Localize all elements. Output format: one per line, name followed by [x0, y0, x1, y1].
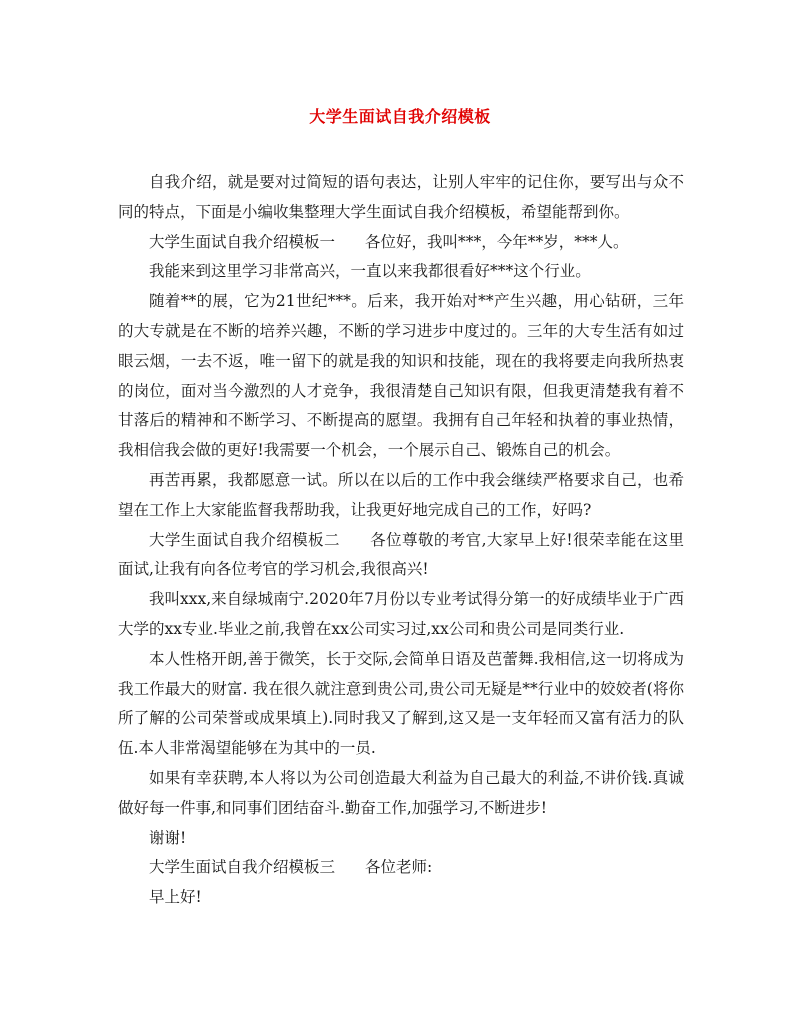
document-title: 大学生面试自我介绍模板 [309, 107, 491, 126]
paragraph-intro: 自我介绍，就是要对过简短的语句表达，让别人牢牢的记住你，要写出与众不同的特点，下面是小编收集整理大学生面试自我介绍模板，希望能帮到你。 [118, 173, 684, 221]
paragraph: 再苦再累，我都愿意一试。所以在以后的工作中我会继续严格要求自己，也希望在工作上大家能监督我帮助我，让我更好地完成自己的工作，好吗? [118, 470, 684, 519]
paragraph: 我能来到这里学习非常高兴，一直以来我都很看好***这个行业。 [149, 262, 591, 281]
document-body [118, 168, 684, 913]
template-three-greeting: 各位老师: [365, 858, 433, 877]
template-two-greeting: 各位尊敬的考官,大家早上好!很荣幸能在这里面试,让我有向各位考官的学习机会,我很高兴! [118, 530, 684, 579]
paragraph: 早上好! [149, 888, 202, 907]
paragraph-template-one [118, 228, 684, 258]
paragraph-template-two [118, 526, 684, 586]
template-three-heading: 大学生面试自我介绍模板三 [149, 858, 336, 877]
paragraph: 我叫xxx,来自绿城南宁.2020年7月份以专业考试得分第一的好成绩毕业于广西大学的xx专业.毕业之前,我曾在xx公司实习过,xx公司和贵公司是同类行业. [118, 590, 684, 638]
paragraph: 如果有幸获聘,本人将以为公司创造最大利益为自己最大的利益,不讲价钱.真诚做好每一件事,和同事们团结奋斗.勤奋工作,加强学习,不断进步! [118, 768, 684, 817]
template-two-heading: 大学生面试自我介绍模板二 [149, 530, 340, 549]
template-one-greeting: 各位好，我叫***，今年**岁，***人。 [365, 232, 629, 251]
template-one-heading: 大学生面试自我介绍模板一 [149, 232, 336, 251]
paragraph: 本人性格开朗,善于微笑，长于交际,会简单日语及芭蕾舞.我相信,这一切将成为我工作最大的财富. 我在很久就注意到贵公司,贵公司无疑是**行业中的姣姣者(将你所了解的公司荣誉或成果填上).同时我又了解到,这又是一支年轻而又富有活力的队伍.本人非常渴望能够在为其中的一员. [118, 649, 684, 758]
paragraph-thanks: 谢谢! [149, 828, 187, 847]
paragraph-template-three [118, 853, 684, 883]
paragraph: 随着**的展，它为21世纪***。后来，我开始对**产生兴趣，用心钻研，三年的大专就是在不断的培养兴趣，不断的学习进步中度过的。三年的大专生活有如过眼云烟，一去不返，唯一留下的就是我的知识和技能，现在的我将要走向我所热衷的岗位，面对当今激烈的人才竞争，我很清楚自己知识有限，但我更清楚我有着不甘落后的精神和不断学习、不断提高的愿望。我拥有自己年轻和执着的事业热情，我相信我会做的更好!我需要一个机会，一个展示自己、锻炼自己的机会。 [118, 292, 684, 460]
